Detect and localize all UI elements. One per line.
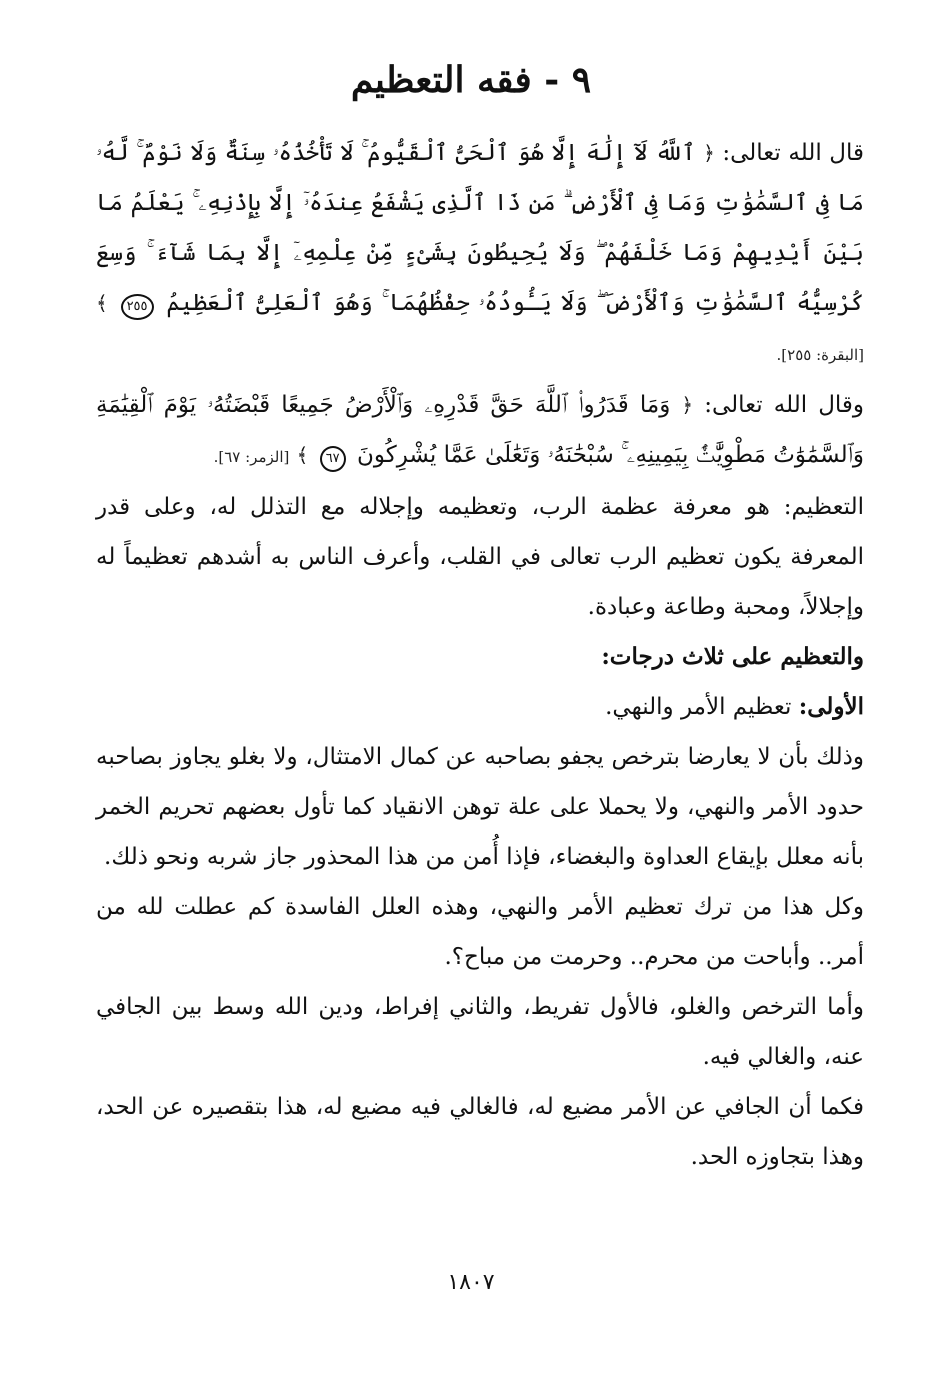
ornate-bracket-close: ﴾ [296,443,309,467]
ayah-number: ٢٥٥ [121,294,154,320]
quran-verse-text: ٱللَّهُ لَآ إِلَٰهَ إِلَّا هُوَ ٱلْحَىُّ ٱلْقَيُّومُ ۚ لَا تَأْخُذُهُۥ سِنَةٌ وَلَا نَوْمٌ ۚ لَّهُۥ مَا فِى ٱلسَّمَٰوَٰتِ وَمَا فِى ٱلْأَرْضِ ۗ مَن ذَا ٱلَّذِى يَشْفَعُ عِندَهُۥٓ إِلَّا بِإِذْنِهِۦ ۚ يَعْلَمُ مَا بَيْنَ أَيْدِيهِمْ وَمَا خَلْفَهُمْ ۖ وَلَا يُحِيطُونَ بِشَىْءٍ مِّنْ عِلْمِهِۦٓ إِلَّا بِمَا شَآءَ ۚ وَسِعَ كُرْسِيُّهُ ٱلسَّمَٰوَٰتِ وَٱلْأَرْضَ ۖ وَلَا يَـُٔودُهُۥ حِفْظُهُمَا ۚ وَهُوَ ٱلْعَلِىُّ ٱلْعَظِيمُ [96,140,865,316]
paragraph-1: وذلك بأن لا يعارضا بترخص يجفو بصاحبه عن كمال الامتثال، ولا بغلو يجاوز بصاحبه حدود الأمر والنهي، ولا يحملا على علة توهن الانقياد كما تأول بعضهم تحريم الخمر بأنه معلل بإيقاع العداوة والبغضاء، فإذا أُمن من هذا المحذور جاز شربه ونحو ذلك. [96,744,864,870]
verse-intro: قال الله تعالى: [722,140,865,166]
chapter-title: ٩ - فقه التعظيم [350,59,592,101]
verse-block-2 [96,380,864,482]
paragraph-3: وأما الترخص والغلو، فالأول تفريط، والثاني إفراط، ودين الله وسط بين الجافي عنه، والغالي فيه. [96,994,864,1070]
ayah-number: ٦٧ [320,446,346,472]
ornate-bracket-open: ﴿ [681,393,694,417]
verse-intro: وقال الله تعالى: [704,392,865,418]
verse-reference: [البقرة: ٢٥٥]. [776,346,864,364]
definition-paragraph: التعظيم: هو معرفة عظمة الرب، وتعظيمه وإجلاله مع التذلل له، وعلى قدر المعرفة يكون تعظيم الرب تعالى في القلب، وأعرف الناس به أشدهم تعظيماً له وإجلالاً، ومحبة وطاعة وعبادة. [96,494,864,620]
paragraph-2: وكل هذا من ترك تعظيم الأمر والنهي، وهذه العلل الفاسدة كم عطلت لله من أمر.. وأباحت من محرم.. وحرمت من مباح؟. [96,894,864,970]
verse-block-1 [96,128,864,380]
verse-reference: [الزمر: ٦٧]. [213,448,290,466]
first-degree [96,682,864,732]
degrees-heading: والتعظيم على ثلاث درجات: [601,643,864,670]
first-degree-text: تعظيم الأمر والنهي. [605,694,792,720]
first-degree-label: الأولى: [798,693,864,720]
page-content [96,128,864,1182]
page-number: ١٨٠٧ [447,1270,495,1295]
ornate-bracket-open: ﴿ [703,141,715,165]
ornate-bracket-close: ﴾ [96,291,108,315]
quran-verse-text: وَمَا قَدَرُوا۟ ٱللَّهَ حَقَّ قَدْرِهِۦ وَٱلْأَرْضُ جَمِيعًا قَبْضَتُهُۥ يَوْمَ ٱلْقِيَٰمَةِ وَٱلسَّمَٰوَٰتُ مَطْوِيَّٰتٌۢ بِيَمِينِهِۦ ۚ سُبْحَٰنَهُۥ وَتَعَٰلَىٰ عَمَّا يُشْرِكُونَ [96,392,864,468]
paragraph-4: فكما أن الجافي عن الأمر مضيع له، فالغالي فيه مضيع له، هذا بتقصيره عن الحد، وهذا بتجاوزه الحد. [96,1094,864,1170]
